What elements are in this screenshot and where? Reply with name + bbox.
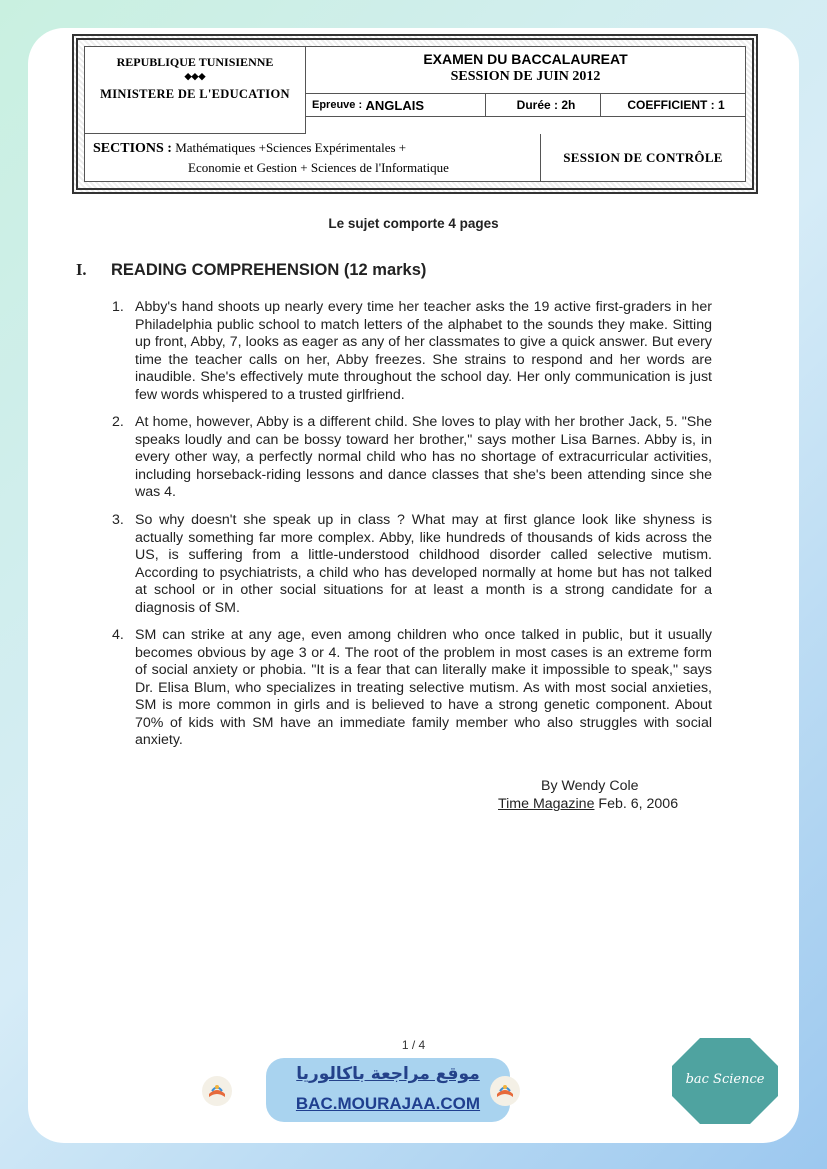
epreuve-value: ANGLAIS xyxy=(365,97,424,113)
paragraph-number: 1. xyxy=(112,299,124,315)
paragraph-number: 2. xyxy=(112,414,124,430)
source-magazine: Time Magazine xyxy=(498,796,595,812)
paragraph-number: 4. xyxy=(112,627,124,643)
paragraph-number: 3. xyxy=(112,512,124,528)
ornament: ◆◆◆ xyxy=(184,71,206,81)
page-number: 1 / 4 xyxy=(401,1038,426,1052)
exam-title-cell xyxy=(306,47,745,91)
site-logo-left-icon xyxy=(202,1076,232,1106)
banner-arabic-title[interactable]: موقع مراجعة باكالوريا xyxy=(296,1064,480,1084)
ministry-cell xyxy=(85,47,306,134)
bac-science-badge xyxy=(670,1036,780,1126)
site-logo-right-icon xyxy=(490,1076,520,1106)
exam-page xyxy=(28,28,799,1143)
section-number: I. xyxy=(76,260,87,279)
paragraph-2 xyxy=(112,414,712,502)
site-banner[interactable] xyxy=(266,1058,510,1122)
ministry-name: MINISTERE DE L'EDUCATION xyxy=(100,87,290,101)
byline xyxy=(498,777,678,813)
sections-line1: Mathématiques +Sciences Expérimentales + xyxy=(175,140,407,155)
sections-label: SECTIONS : xyxy=(93,141,172,156)
author: By Wendy Cole xyxy=(541,778,639,794)
epreuve-cell xyxy=(306,94,486,116)
control-session: SESSION DE CONTRÔLE xyxy=(563,149,723,165)
duree: Durée : 2h xyxy=(486,94,601,116)
coefficient: COEFFICIENT : 1 xyxy=(627,98,725,112)
section-title: READING COMPREHENSION (12 marks) xyxy=(111,261,427,279)
section-heading xyxy=(76,260,426,280)
paragraph-text: So why doesn't she speak up in class ? What may at first glance look like shyness is actually something far more complex. Abby, like hundreds of thousands of kids across the US, is suffering from a little-understood childhood disorder called selective mutism. According to psychiatrists, a child who has developed normally at home but has not talked at school or in other social situations for at least a month is a strong candidate for a diagnosis of SM. xyxy=(135,512,712,616)
paragraph-text: At home, however, Abby is a different child. She loves to play with her brother Jack, 5. "She speaks loudly and can be bossy toward her brother," says mother Lisa Barnes. Abby is, in every other way, a perfectly normal child who has no shortage of extracurricular activities, including horseback-riding lessons and dance classes that she's been attending since she was 4. xyxy=(135,414,712,500)
paragraph-4 xyxy=(112,627,712,750)
exam-info-row xyxy=(306,93,745,117)
badge-text: bac Science xyxy=(685,1072,765,1087)
subject-pages-note: Le sujet comporte 4 pages xyxy=(328,216,499,231)
paragraph-text: SM can strike at any age, even among children who once talked in public, but it usually becomes obvious by age 3 or 4. The root of the problem in most cases is an extreme form of social anxiety or phobia. "It is a fear that can literally make it impossible to speak," says Dr. Elisa Blum, who specializes in treating selective mutism. As with most social anxieties, SM is more common in girls and is believed to have a strong genetic component. About 70% of kids with SM have an immediate family member who also struggles with social anxiety. xyxy=(135,627,712,748)
sections-cell xyxy=(85,134,541,181)
exam-header xyxy=(72,34,758,194)
paragraph-text: Abby's hand shoots up nearly every time her teacher asks the 19 active first-graders in her Philadelphia public school to match letters of the alphabet to the sounds they make. Sitting up front, Abby, 7, looks as eager as any of her classmates to give a quick answer. But every time the teacher calls on her, Abby freezes. She strains to respond and her words are inaudible. She's effectively mute throughout the school day. Her only communication is just few words whispered to a trusted girlfriend. xyxy=(135,299,712,403)
sections-line2: Economie et Gestion + Sciences de l'Informatique xyxy=(188,160,449,175)
epreuve-label: Epreuve : xyxy=(312,99,363,111)
paragraph-3 xyxy=(112,512,712,617)
source-date: Feb. 6, 2006 xyxy=(598,796,679,812)
country-name: REPUBLIQUE TUNISIENNE xyxy=(116,55,274,69)
banner-site-link[interactable]: BAC.MOURAJAA.COM xyxy=(295,1094,481,1113)
exam-session: SESSION DE JUIN 2012 xyxy=(450,69,601,84)
exam-title: EXAMEN DU BACCALAUREAT xyxy=(423,51,628,67)
paragraph-1 xyxy=(112,299,712,404)
